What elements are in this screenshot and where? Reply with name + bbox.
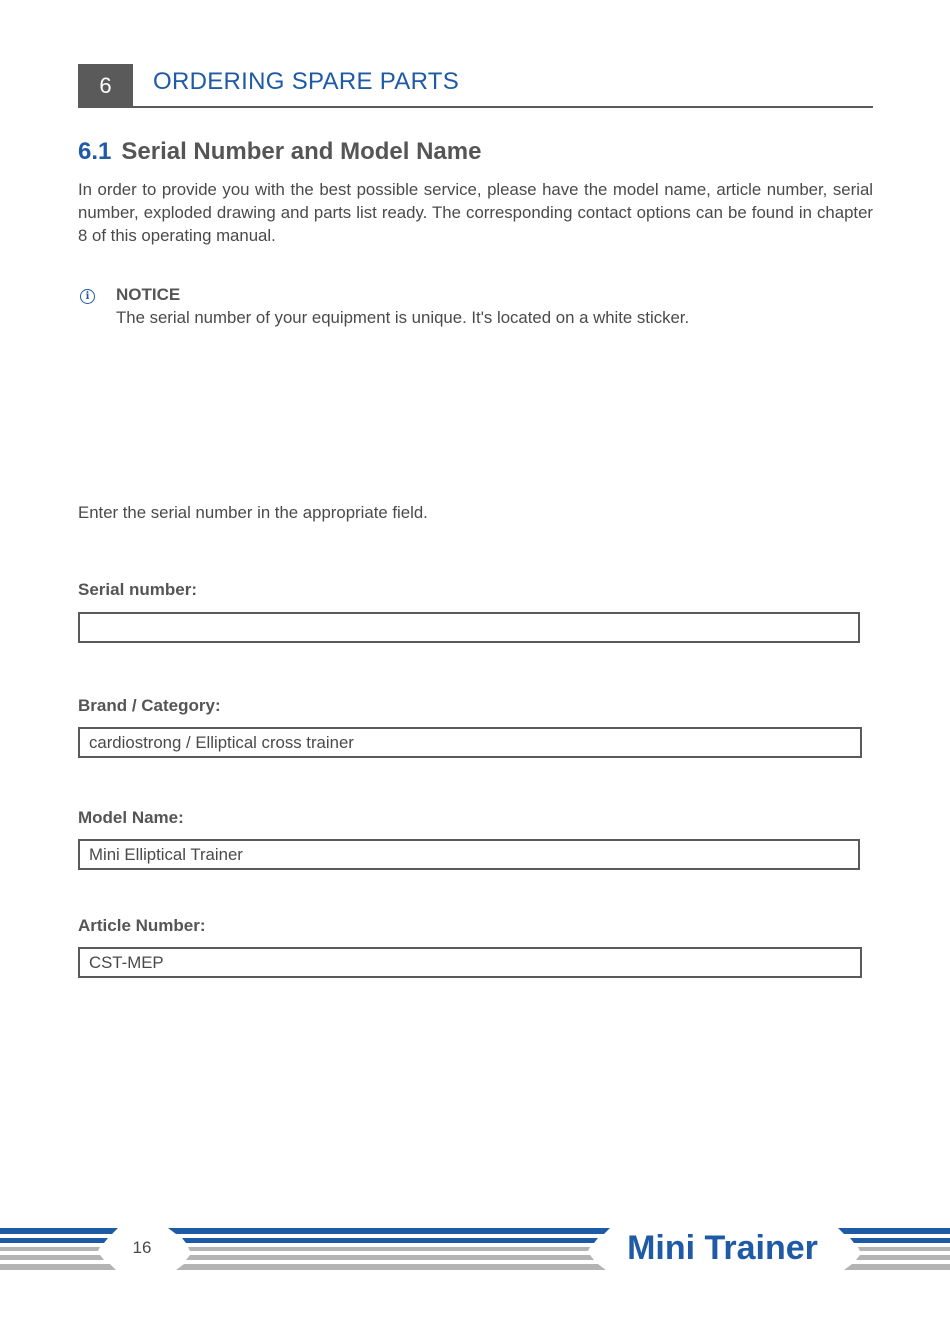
info-icon: i bbox=[80, 289, 95, 304]
model-name-label: Model Name: bbox=[78, 808, 184, 827]
serial-number-field[interactable] bbox=[78, 612, 860, 643]
section-title: Serial Number and Model Name bbox=[121, 138, 482, 165]
notice-text: The serial number of your equipment is unique. It's located on a white sticker. bbox=[116, 308, 690, 327]
chapter-title: ORDERING SPARE PARTS bbox=[153, 68, 460, 95]
article-number-label: Article Number: bbox=[78, 916, 206, 935]
section-number: 6.1 bbox=[78, 138, 112, 165]
brand-category-label: Brand / Category: bbox=[78, 696, 221, 715]
page-number: 16 bbox=[132, 1238, 152, 1257]
section-heading bbox=[78, 138, 481, 166]
model-name-field[interactable]: Mini Elliptical Trainer bbox=[78, 839, 860, 870]
chapter-divider bbox=[78, 106, 873, 108]
intro-paragraph: In order to provide you with the best possible service, please have the model name, article number, serial number, exploded drawing and parts list ready. The corresponding contact options can be found in chapter 8 of this operating manual. bbox=[78, 180, 873, 245]
notice-heading: NOTICE bbox=[116, 285, 181, 304]
instruction-text: Enter the serial number in the appropriate field. bbox=[78, 503, 428, 522]
serial-number-label: Serial number: bbox=[78, 580, 198, 599]
article-number-field[interactable]: CST-MEP bbox=[78, 947, 862, 978]
chapter-number: 6 bbox=[78, 64, 133, 108]
product-name: Mini Trainer bbox=[627, 1229, 818, 1267]
brand-category-field[interactable]: cardiostrong / Elliptical cross trainer bbox=[78, 727, 862, 758]
